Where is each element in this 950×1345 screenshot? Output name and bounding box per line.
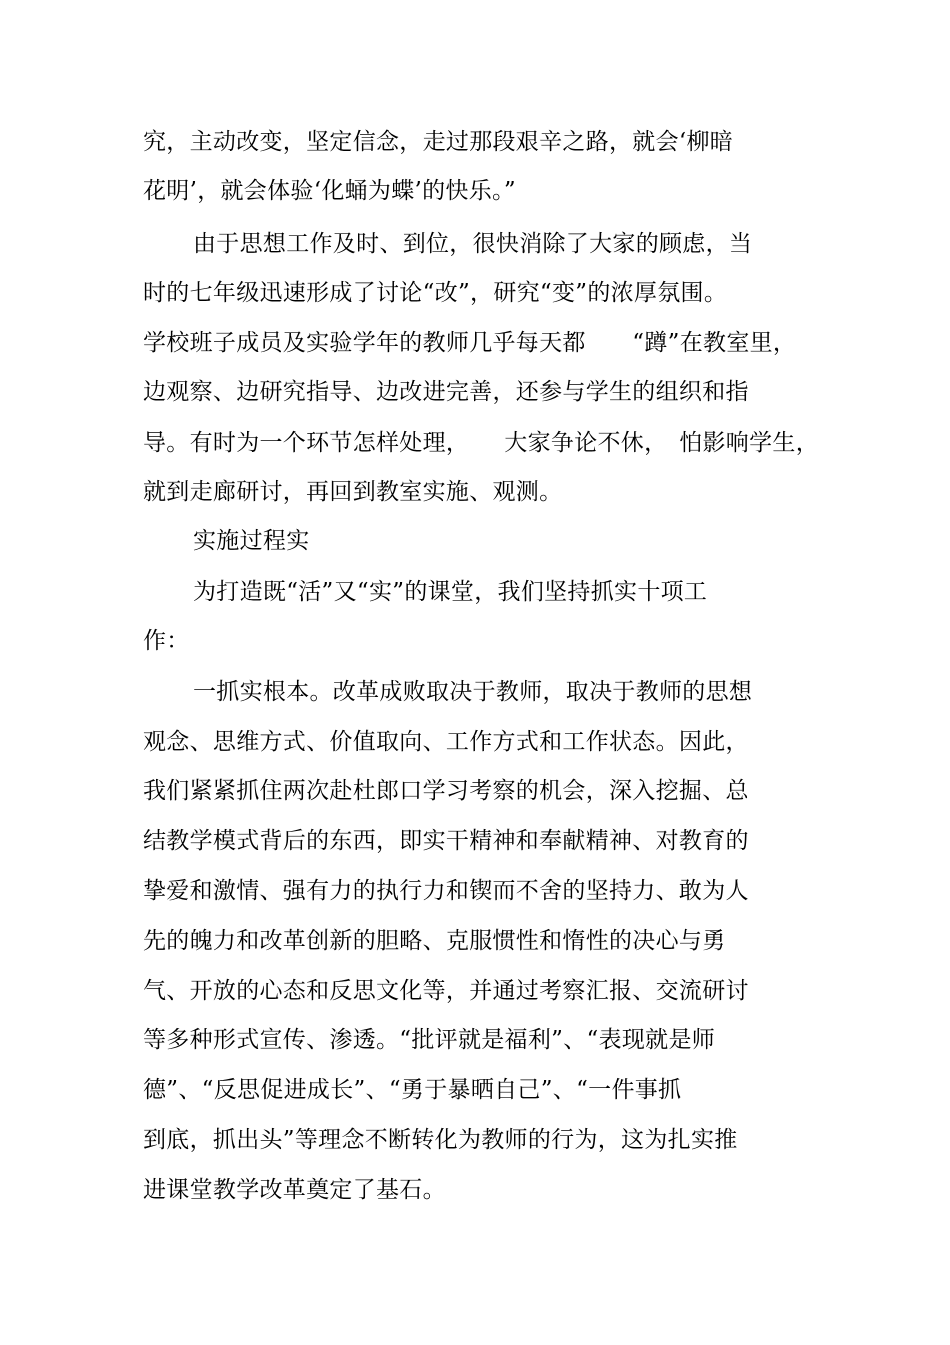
- text-line: 进课堂教学改革奠定了基石。: [143, 1177, 446, 1203]
- text-line: 时的七年级迅速形成了讨论“改”，研究“变”的浓厚氛围。: [143, 280, 728, 306]
- text-line: 到底，抓出头”等理念不断转化为教师的行为，这为扎实推: [143, 1127, 738, 1153]
- text-line: 作：: [143, 628, 190, 654]
- text-line: 学校班子成员及实验学年的教师几乎每天都 “蹲”在教室里，: [143, 330, 797, 356]
- text-line: 等多种形式宣传、渗透。“批评就是福利”、“表现就是师: [143, 1027, 716, 1053]
- text-line: 先的魄力和改革创新的胆略、克服惯性和惰性的决心与勇: [143, 928, 726, 954]
- text-line: 就到走廊研讨，再回到教室实施、观测。: [143, 479, 563, 505]
- text-line: 我们紧紧抓住两次赴杜郎口学习考察的机会，深入挖掘、总: [143, 778, 749, 804]
- text-line: 挚爱和激情、强有力的执行力和锲而不舍的坚持力、敢为人: [143, 878, 749, 904]
- text-line: 边观察、边研究指导、边改进完善，还参与学生的组织和指: [143, 379, 749, 405]
- paragraph-first-line: 为打造既“活”又“实”的课堂，我们坚持抓实十项工: [193, 579, 708, 605]
- text-line: 究，主动改变，坚定信念，走过那段艰辛之路，就会‘柳暗: [143, 129, 734, 155]
- text-line: 德”、“反思促进成长”、“勇于暴晒自己”、“一件事抓: [143, 1077, 682, 1103]
- section-heading: 实施过程实: [193, 528, 310, 554]
- text-line: 观念、思维方式、价值取向、工作方式和工作状态。因此，: [143, 729, 749, 755]
- text-line: 气、开放的心态和反思文化等，并通过考察汇报、交流研讨: [143, 978, 749, 1004]
- paragraph-first-line: 一抓实根本。改革成败取决于教师，取决于教师的思想: [193, 679, 753, 705]
- paragraph-first-line: 由于思想工作及时、到位，很快消除了大家的顾虑，当: [193, 231, 753, 257]
- text-line: 导。有时为一个环节怎样处理， 大家争论不休， 怕影响学生，: [143, 430, 819, 456]
- text-line: 结教学模式背后的东西，即实干精神和奉献精神、对教育的: [143, 828, 749, 854]
- text-line: 花明’，就会体验‘化蛹为蝶’的快乐。”: [143, 178, 516, 204]
